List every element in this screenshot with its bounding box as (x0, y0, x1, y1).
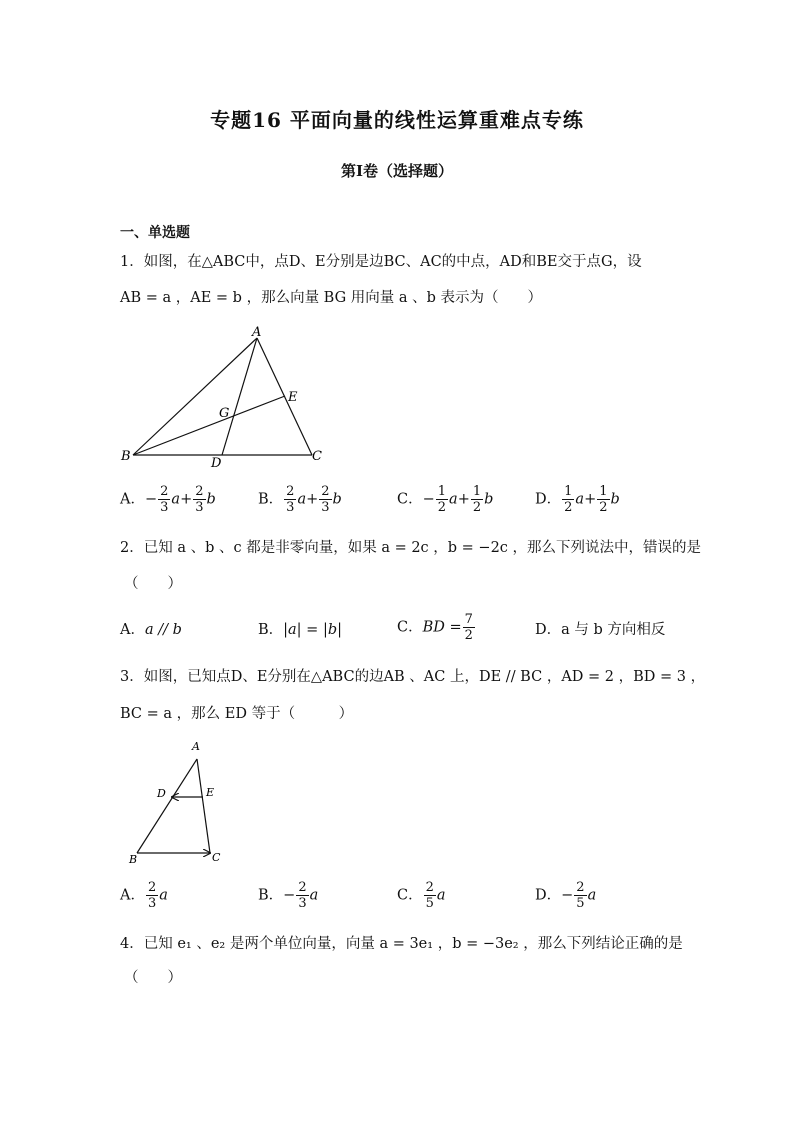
q1-line1: 1．如图，在△ABC中，点D、E分别是边BC、AC的中点，AD和BE交于点G，设 (120, 254, 642, 270)
q1-label-d: D (211, 456, 222, 470)
q1-median-ad (222, 338, 257, 455)
section-label: 一、单选题 (120, 225, 190, 241)
q4-line2: （ ） (124, 970, 182, 986)
q2-option-c: C．BD = $\frac{7}{2}$ (397, 612, 473, 643)
q1-line2: AB = a ，AE = b ，那么向量 BG 用向量 a 、b 表示为（ ） (120, 290, 543, 306)
q1-edge-ab (133, 338, 257, 455)
q4-line1: 4．已知 e₁ 、e₂ 是两个单位向量，向量 a = 3e₁ ，b = −3e₂ ，那么下列结论正确的是 (120, 936, 683, 952)
q3-label-b: B (129, 853, 138, 866)
q3-label-a: A (192, 740, 200, 753)
q3-label-c: C (212, 851, 221, 864)
q3-option-b: B．− $\frac{2}{3}$ a (258, 880, 319, 911)
q3-option-d: D．− $\frac{2}{5}$ a (535, 880, 597, 911)
q1-label-g: G (219, 406, 230, 421)
q3-line2: BC = a ，那么 ED 等于（ ） (120, 706, 354, 722)
q2-line1: 2．已知 a 、b 、c 都是非零向量，如果 a = 2c ，b = −2c ，那么下列说法中，错误的是 (120, 540, 702, 556)
q2-option-b: B．|a| = |b| (258, 622, 342, 638)
q1-label-a: A (252, 325, 262, 340)
q3-edge-ac (197, 759, 210, 853)
q1-option-b: B． $\frac{2}{3}$ a+ $\frac{2}{3}$ b (258, 484, 342, 515)
q1-label-c: C (312, 449, 322, 464)
q2-option-d: D．a 与 b 方向相反 (535, 622, 666, 638)
q1-option-c: C．− $\frac{1}{2}$ a+ $\frac{1}{2}$ b (397, 484, 494, 515)
q2-line2: （ ） (124, 576, 182, 592)
page-title: 专题16 平面向量的线性运算重难点专练 (210, 108, 584, 132)
q3-option-c: C． $\frac{2}{5}$ a (397, 880, 446, 911)
q1-triangle-figure (115, 320, 340, 470)
q3-option-a: A． $\frac{2}{3}$ a (120, 880, 168, 911)
q1-option-a: A．− $\frac{2}{3}$ a+ $\frac{2}{3}$ b (120, 484, 216, 515)
q3-edge-ab (137, 759, 197, 853)
q1-median-be (133, 396, 285, 455)
q1-label-e: E (288, 390, 298, 405)
q3-label-d: D (157, 787, 166, 800)
q3-label-e: E (206, 786, 215, 799)
q3-line1: 3．如图，已知点D、E分别在△ABC的边AB 、AC 上，DE // BC ，AD = 2 ，BD = 3 ， (120, 669, 706, 685)
q3-triangle-figure (125, 735, 235, 870)
q1-label-b: B (121, 449, 131, 464)
q1-option-d: D． $\frac{1}{2}$ a+ $\frac{1}{2}$ b (535, 484, 620, 515)
q2-option-a: A．a // b (120, 622, 182, 638)
volume-label: 第I卷（选择题） (340, 162, 454, 180)
